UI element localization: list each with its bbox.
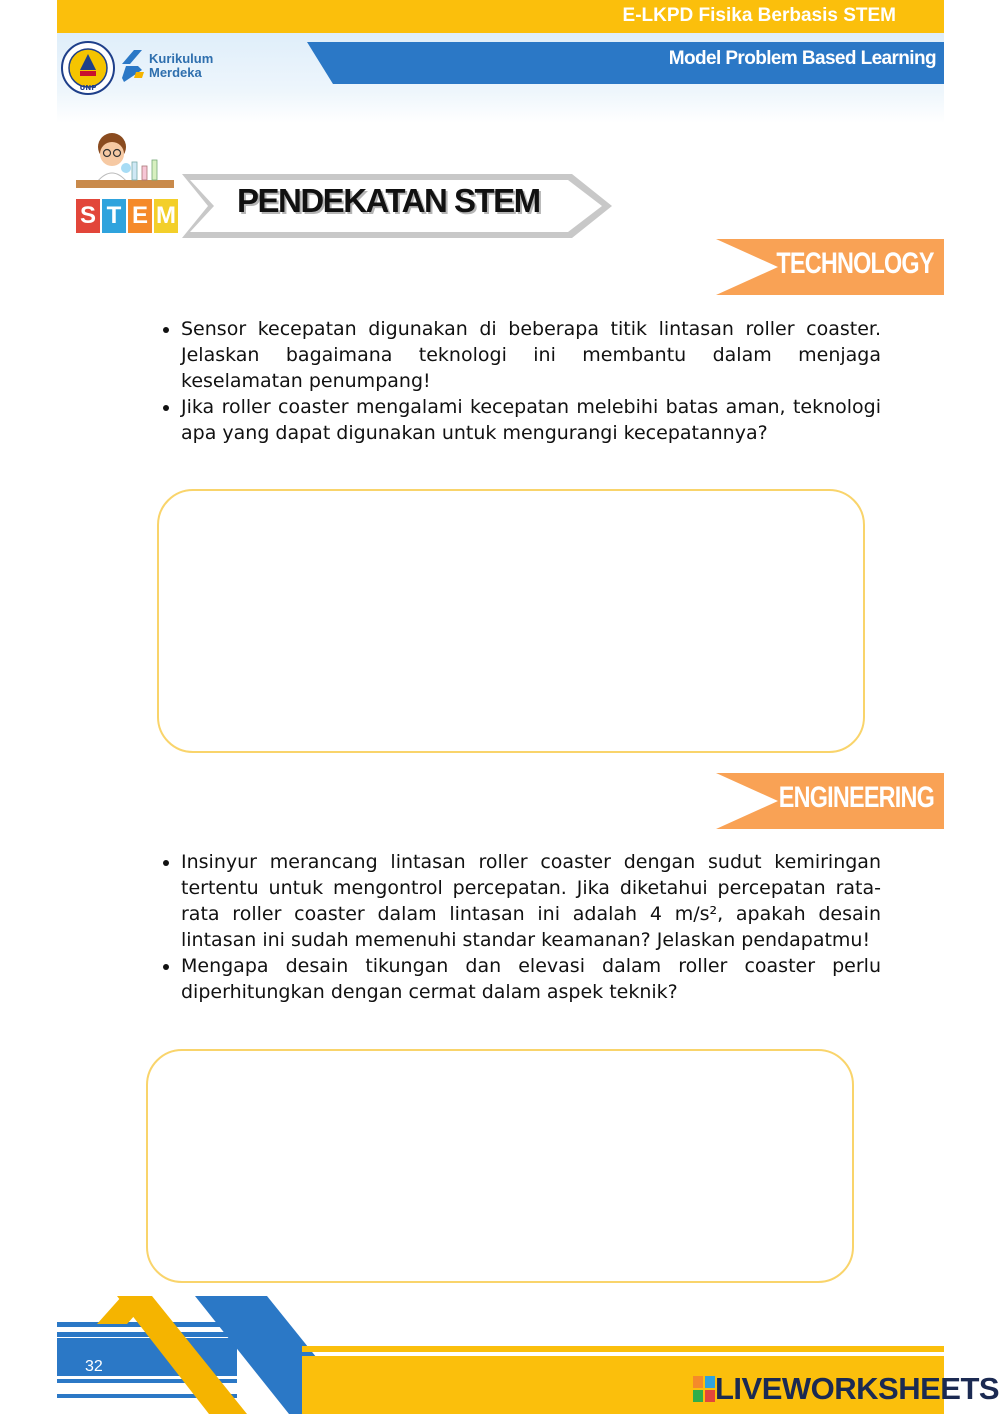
page-number: 32 xyxy=(85,1358,103,1375)
technology-question-1: • Sensor kecepatan digunakan di beberapa titik lintasan roller coaster. Jelaskan bagaimana teknologi ini membantu dalam menjaga keselamatan penumpang! xyxy=(181,316,881,394)
liveworksheets-icon xyxy=(693,1376,715,1402)
model-title: Model Problem Based Learning xyxy=(668,48,936,69)
unp-seal-logo xyxy=(60,40,116,96)
technology-answer-box[interactable] xyxy=(157,489,865,753)
worksheet-page xyxy=(57,0,944,1414)
engineering-question-2: • Mengapa desain tikungan dan elevasi dalam roller coaster perlu diperhitungkan dengan cermat dalam aspek teknik? xyxy=(181,953,881,1005)
stem-letter-m: M xyxy=(154,199,178,233)
engineering-questions xyxy=(155,849,881,1005)
liveworksheets-text: LIVEWORKSHEETS xyxy=(715,1371,1000,1406)
section-title: PENDEKATAN STEM xyxy=(237,182,540,219)
kurikulum-merdeka-text xyxy=(149,52,213,80)
engineering-tag: ENGINEERING xyxy=(778,781,934,814)
unp-label: UNP xyxy=(79,84,97,92)
stem-letter-t: T xyxy=(102,199,126,233)
technology-questions xyxy=(155,316,881,446)
kurikulum-line2: Merdeka xyxy=(149,65,202,80)
engineering-answer-box[interactable] xyxy=(146,1049,854,1283)
liveworksheets-logo xyxy=(693,1371,999,1407)
kurikulum-merdeka-icon xyxy=(120,48,146,84)
kurikulum-line1: Kurikulum xyxy=(149,51,214,66)
stem-letter-e: E xyxy=(128,199,152,233)
technology-question-2: • Jika roller coaster mengalami kecepatan melebihi batas aman, teknologi apa yang dapat digunakan untuk mengurangi kecepatannya? xyxy=(181,394,881,446)
header-title: E-LKPD Fisika Berbasis STEM xyxy=(622,5,896,26)
technology-tag: TECHNOLOGY xyxy=(776,247,934,280)
stem-letter-s: S xyxy=(76,199,100,233)
engineering-question-1: • Insinyur merancang lintasan roller coaster dengan sudut kemiringan tertentu untuk mengontrol percepatan. Jika diketahui percepatan rata-rata roller coaster dalam lintasan ini adalah 4 m/s², apakah desain lintasan ini sudah memenuhi standar keamanan? Jelaskan pendapatmu! xyxy=(181,849,881,953)
stem-letters xyxy=(76,199,178,233)
